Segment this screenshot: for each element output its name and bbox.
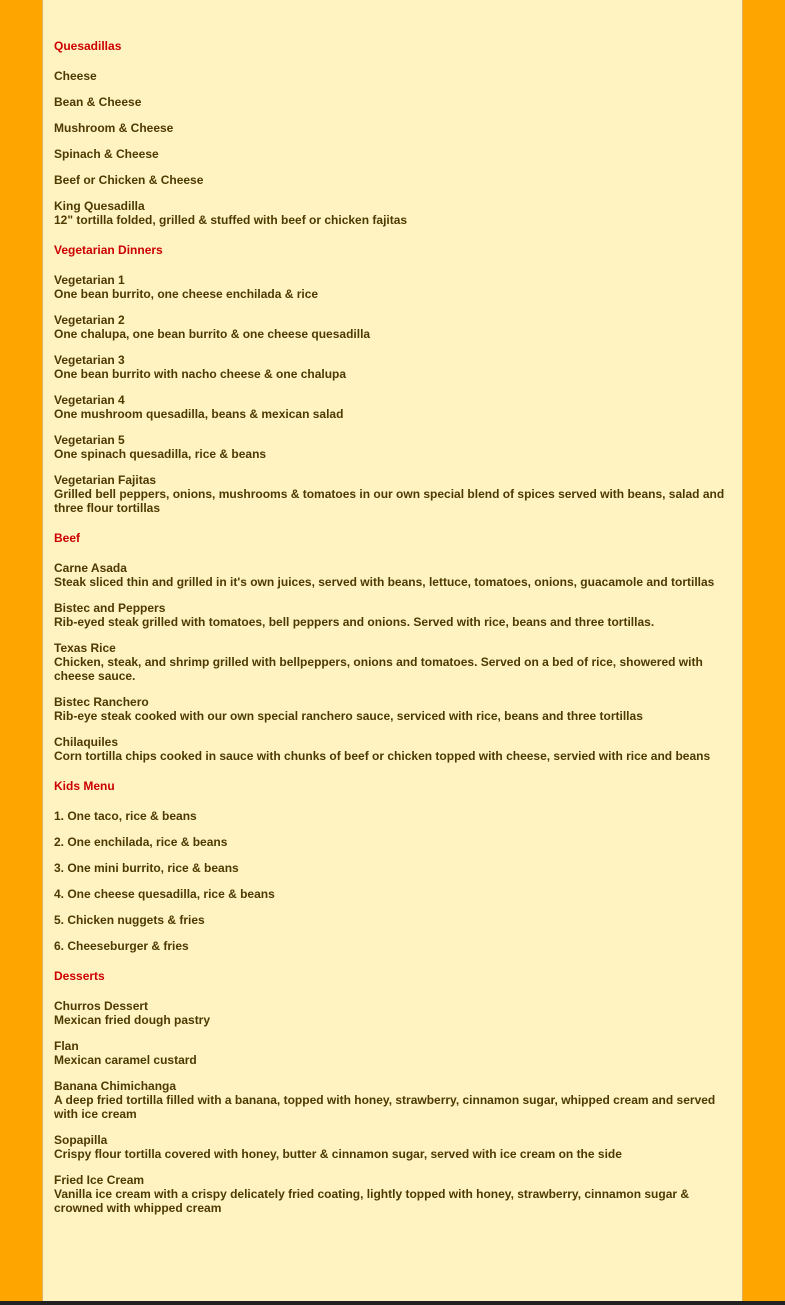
- menu-item-name: Vegetarian 2: [54, 313, 125, 327]
- menu-item: [54, 147, 734, 161]
- menu-item: [54, 433, 734, 461]
- menu-item: [54, 641, 734, 683]
- menu-content: [54, 39, 734, 1231]
- menu-item: [54, 809, 734, 823]
- menu-item: [54, 561, 734, 589]
- menu-item-name: 3. One mini burrito, rice & beans: [54, 861, 239, 875]
- menu-item: [54, 69, 734, 83]
- menu-item: [54, 273, 734, 301]
- menu-item-description: One bean burrito with nacho cheese & one chalupa: [54, 367, 347, 381]
- menu-item: [54, 939, 734, 953]
- menu-item: [54, 199, 734, 227]
- menu-item-name: Vegetarian Fajitas: [54, 473, 157, 487]
- menu-item-description: Corn tortilla chips cooked in sauce with chunks of beef or chicken topped with cheese, servied with rice and beans: [54, 749, 711, 763]
- menu-item-name: Spinach & Cheese: [54, 147, 159, 161]
- menu-item-name: 5. Chicken nuggets & fries: [54, 913, 205, 927]
- menu-item: [54, 913, 734, 927]
- menu-panel: [42, 0, 743, 1301]
- menu-item-name: Sopapilla: [54, 1133, 108, 1147]
- menu-item: [54, 1039, 734, 1067]
- menu-item-description: Rib-eyed steak grilled with tomatoes, bell peppers and onions. Served with rice, beans and three tortillas.: [54, 615, 655, 629]
- menu-item-name: Bistec and Peppers: [54, 601, 166, 615]
- menu-item-name: Vegetarian 1: [54, 273, 125, 287]
- section-title: Kids Menu: [54, 779, 115, 793]
- menu-item-name: Cheese: [54, 69, 97, 83]
- menu-item-description: One mushroom quesadilla, beans & mexican salad: [54, 407, 344, 421]
- menu-item-description: Vanilla ice cream with a crispy delicately fried coating, lightly topped with honey, strawberry, cinnamon sugar & crowned with whipped cream: [54, 1187, 690, 1215]
- menu-item-description: One spinach quesadilla, rice & beans: [54, 447, 267, 461]
- menu-item: [54, 695, 734, 723]
- menu-item-description: A deep fried tortilla filled with a banana, topped with honey, strawberry, cinnamon sugar, whipped cream and served with ice cream: [54, 1093, 716, 1121]
- menu-item-name: Vegetarian 3: [54, 353, 125, 367]
- menu-item: [54, 999, 734, 1027]
- menu-item: [54, 393, 734, 421]
- menu-item-description: Steak sliced thin and grilled in it's own juices, served with beans, lettuce, tomatoes, onions, guacamole and tortillas: [54, 575, 715, 589]
- menu-item: [54, 313, 734, 341]
- menu-item: [54, 735, 734, 763]
- menu-item-description: Mexican caramel custard: [54, 1053, 197, 1067]
- menu-item-name: Chilaquiles: [54, 735, 119, 749]
- menu-item: [54, 861, 734, 875]
- menu-item: [54, 353, 734, 381]
- menu-item: [54, 1173, 734, 1215]
- menu-item: [54, 1079, 734, 1121]
- menu-item: [54, 835, 734, 849]
- menu-item: [54, 95, 734, 109]
- menu-item-name: Carne Asada: [54, 561, 127, 575]
- menu-item: [54, 173, 734, 187]
- menu-item: [54, 601, 734, 629]
- menu-item-name: Banana Chimichanga: [54, 1079, 177, 1093]
- menu-item-name: Vegetarian 4: [54, 393, 125, 407]
- menu-item-name: Beef or Chicken & Cheese: [54, 173, 204, 187]
- section-title: Quesadillas: [54, 39, 122, 53]
- menu-item: [54, 1133, 734, 1161]
- menu-item-description: Mexican fried dough pastry: [54, 1013, 211, 1027]
- menu-item-name: Mushroom & Cheese: [54, 121, 174, 135]
- menu-item-name: Bean & Cheese: [54, 95, 142, 109]
- menu-item-description: Rib-eye steak cooked with our own special ranchero sauce, serviced with rice, beans and three tortillas: [54, 709, 643, 723]
- section-title: Beef: [54, 531, 81, 545]
- section-gap: [54, 1227, 734, 1231]
- menu-item-description: 12" tortilla folded, grilled & stuffed with beef or chicken fajitas: [54, 213, 408, 227]
- menu-item-name: Texas Rice: [54, 641, 116, 655]
- menu-item-name: King Quesadilla: [54, 199, 145, 213]
- menu-item-name: 1. One taco, rice & beans: [54, 809, 197, 823]
- menu-item: [54, 121, 734, 135]
- menu-item-name: 6. Cheeseburger & fries: [54, 939, 189, 953]
- menu-item-description: One bean burrito, one cheese enchilada & rice: [54, 287, 319, 301]
- menu-item-description: Grilled bell peppers, onions, mushrooms & tomatoes in our own special blend of spices served with beans, salad and three flour tortillas: [54, 487, 725, 515]
- section-title: Desserts: [54, 969, 105, 983]
- menu-item-description: One chalupa, one bean burrito & one cheese quesadilla: [54, 327, 371, 341]
- bottom-border: [0, 1301, 785, 1305]
- menu-item-description: Chicken, steak, and shrimp grilled with bellpeppers, onions and tomatoes. Served on a bed of rice, showered with cheese sauce.: [54, 655, 703, 683]
- menu-item-name: 4. One cheese quesadilla, rice & beans: [54, 887, 275, 901]
- menu-item-name: 2. One enchilada, rice & beans: [54, 835, 228, 849]
- section-title: Vegetarian Dinners: [54, 243, 163, 257]
- menu-item-description: Crispy flour tortilla covered with honey, butter & cinnamon sugar, served with ice cream on the side: [54, 1147, 622, 1161]
- menu-item: [54, 473, 734, 515]
- menu-item-name: Flan: [54, 1039, 79, 1053]
- menu-item-name: Bistec Ranchero: [54, 695, 149, 709]
- menu-item: [54, 887, 734, 901]
- menu-item-name: Churros Dessert: [54, 999, 149, 1013]
- menu-item-name: Vegetarian 5: [54, 433, 125, 447]
- menu-item-name: Fried Ice Cream: [54, 1173, 145, 1187]
